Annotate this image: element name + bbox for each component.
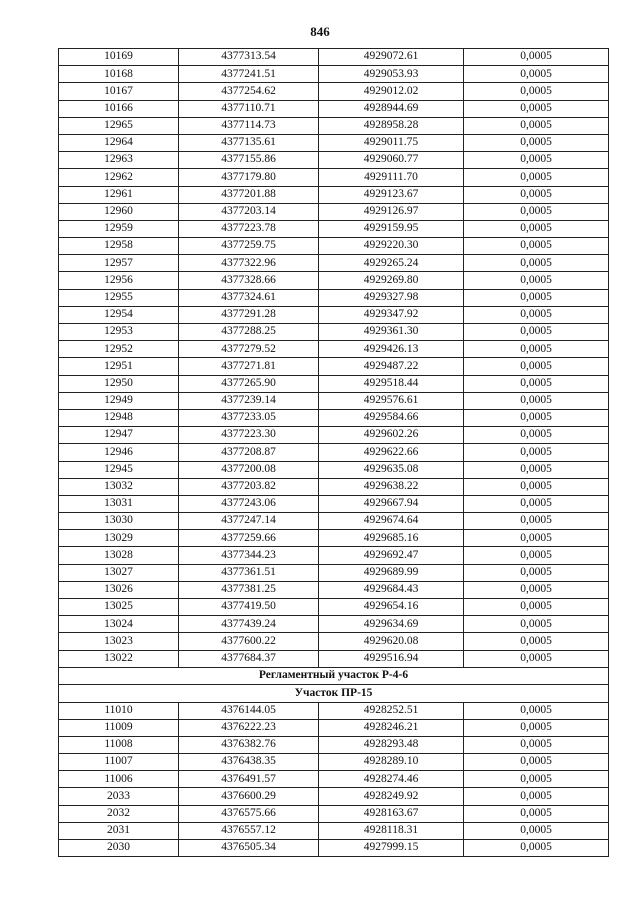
accuracy-cell: 0,0005 — [464, 616, 609, 633]
table-row — [59, 444, 609, 461]
accuracy-cell: 0,0005 — [464, 66, 609, 83]
table-row — [59, 736, 609, 753]
x-coordinate-cell: 4377247.14 — [179, 513, 319, 530]
x-coordinate-cell: 4377233.05 — [179, 409, 319, 426]
table-row — [59, 341, 609, 358]
point-number-cell: 13024 — [59, 616, 179, 633]
point-number-cell: 11010 — [59, 702, 179, 719]
point-number-cell: 12953 — [59, 324, 179, 341]
y-coordinate-cell: 4929265.24 — [319, 255, 464, 272]
y-coordinate-cell: 4929072.61 — [319, 49, 464, 66]
x-coordinate-cell: 4377201.88 — [179, 186, 319, 203]
x-coordinate-cell: 4377324.61 — [179, 289, 319, 306]
accuracy-cell: 0,0005 — [464, 840, 609, 857]
table-row — [59, 805, 609, 822]
point-number-cell: 11007 — [59, 754, 179, 771]
y-coordinate-cell: 4929123.67 — [319, 186, 464, 203]
y-coordinate-cell: 4929426.13 — [319, 341, 464, 358]
y-coordinate-cell: 4929220.30 — [319, 238, 464, 255]
x-coordinate-cell: 4377361.51 — [179, 564, 319, 581]
x-coordinate-cell: 4376575.66 — [179, 805, 319, 822]
table-row — [59, 478, 609, 495]
y-coordinate-cell: 4929689.99 — [319, 564, 464, 581]
point-number-cell: 13025 — [59, 599, 179, 616]
table-row — [59, 564, 609, 581]
accuracy-cell: 0,0005 — [464, 289, 609, 306]
point-number-cell: 2031 — [59, 822, 179, 839]
x-coordinate-cell: 4377203.14 — [179, 203, 319, 220]
x-coordinate-cell: 4377328.66 — [179, 272, 319, 289]
point-number-cell: 12957 — [59, 255, 179, 272]
x-coordinate-cell: 4377223.30 — [179, 427, 319, 444]
point-number-cell: 11009 — [59, 719, 179, 736]
table-row — [59, 203, 609, 220]
table-row — [59, 788, 609, 805]
y-coordinate-cell: 4929622.66 — [319, 444, 464, 461]
table-row — [59, 822, 609, 839]
point-number-cell: 12945 — [59, 461, 179, 478]
y-coordinate-cell: 4928274.46 — [319, 771, 464, 788]
y-coordinate-cell: 4929667.94 — [319, 495, 464, 512]
x-coordinate-cell: 4376382.76 — [179, 736, 319, 753]
x-coordinate-cell: 4376557.12 — [179, 822, 319, 839]
accuracy-cell: 0,0005 — [464, 117, 609, 134]
table-row — [59, 840, 609, 857]
point-number-cell: 12963 — [59, 152, 179, 169]
accuracy-cell: 0,0005 — [464, 650, 609, 667]
y-coordinate-cell: 4927999.15 — [319, 840, 464, 857]
accuracy-cell: 0,0005 — [464, 375, 609, 392]
accuracy-cell: 0,0005 — [464, 186, 609, 203]
y-coordinate-cell: 4929638.22 — [319, 478, 464, 495]
accuracy-cell: 0,0005 — [464, 100, 609, 117]
x-coordinate-cell: 4377322.96 — [179, 255, 319, 272]
y-coordinate-cell: 4928249.92 — [319, 788, 464, 805]
x-coordinate-cell: 4377439.24 — [179, 616, 319, 633]
x-coordinate-cell: 4377288.25 — [179, 324, 319, 341]
y-coordinate-cell: 4929012.02 — [319, 83, 464, 100]
table-row — [59, 427, 609, 444]
y-coordinate-cell: 4929620.08 — [319, 633, 464, 650]
point-number-cell: 12950 — [59, 375, 179, 392]
accuracy-cell: 0,0005 — [464, 324, 609, 341]
accuracy-cell: 0,0005 — [464, 341, 609, 358]
table-row — [59, 719, 609, 736]
table-row — [59, 255, 609, 272]
y-coordinate-cell: 4929685.16 — [319, 530, 464, 547]
table-row — [59, 513, 609, 530]
coordinates-table — [58, 48, 609, 857]
x-coordinate-cell: 4377271.81 — [179, 358, 319, 375]
x-coordinate-cell: 4377208.87 — [179, 444, 319, 461]
table-row — [59, 220, 609, 237]
x-coordinate-cell: 4377203.82 — [179, 478, 319, 495]
point-number-cell: 12946 — [59, 444, 179, 461]
point-number-cell: 12949 — [59, 392, 179, 409]
accuracy-cell: 0,0005 — [464, 530, 609, 547]
accuracy-cell: 0,0005 — [464, 478, 609, 495]
table-row — [59, 289, 609, 306]
accuracy-cell: 0,0005 — [464, 83, 609, 100]
accuracy-cell: 0,0005 — [464, 702, 609, 719]
accuracy-cell: 0,0005 — [464, 134, 609, 151]
point-number-cell: 10168 — [59, 66, 179, 83]
y-coordinate-cell: 4929634.69 — [319, 616, 464, 633]
point-number-cell: 12965 — [59, 117, 179, 134]
table-row — [59, 83, 609, 100]
accuracy-cell: 0,0005 — [464, 169, 609, 186]
x-coordinate-cell: 4377313.54 — [179, 49, 319, 66]
point-number-cell: 10166 — [59, 100, 179, 117]
y-coordinate-cell: 4929126.97 — [319, 203, 464, 220]
x-coordinate-cell: 4377114.73 — [179, 117, 319, 134]
y-coordinate-cell: 4929654.16 — [319, 599, 464, 616]
accuracy-cell: 0,0005 — [464, 736, 609, 753]
y-coordinate-cell: 4929584.66 — [319, 409, 464, 426]
table-row — [59, 66, 609, 83]
table-row — [59, 117, 609, 134]
y-coordinate-cell: 4929487.22 — [319, 358, 464, 375]
table-row — [59, 650, 609, 667]
y-coordinate-cell: 4929684.43 — [319, 581, 464, 598]
x-coordinate-cell: 4376505.34 — [179, 840, 319, 857]
point-number-cell: 2032 — [59, 805, 179, 822]
x-coordinate-cell: 4377241.51 — [179, 66, 319, 83]
accuracy-cell: 0,0005 — [464, 220, 609, 237]
section-heading-row — [59, 685, 609, 702]
x-coordinate-cell: 4377381.25 — [179, 581, 319, 598]
table-row — [59, 581, 609, 598]
x-coordinate-cell: 4377259.75 — [179, 238, 319, 255]
table-row — [59, 392, 609, 409]
x-coordinate-cell: 4377135.61 — [179, 134, 319, 151]
x-coordinate-cell: 4377291.28 — [179, 306, 319, 323]
y-coordinate-cell: 4929692.47 — [319, 547, 464, 564]
y-coordinate-cell: 4928289.10 — [319, 754, 464, 771]
point-number-cell: 11006 — [59, 771, 179, 788]
point-number-cell: 10167 — [59, 83, 179, 100]
accuracy-cell: 0,0005 — [464, 409, 609, 426]
table-row — [59, 272, 609, 289]
y-coordinate-cell: 4929518.44 — [319, 375, 464, 392]
x-coordinate-cell: 4376438.35 — [179, 754, 319, 771]
table-row — [59, 461, 609, 478]
accuracy-cell: 0,0005 — [464, 306, 609, 323]
table-row — [59, 547, 609, 564]
page-number: 846 — [310, 24, 330, 39]
x-coordinate-cell: 4377344.23 — [179, 547, 319, 564]
y-coordinate-cell: 4928958.28 — [319, 117, 464, 134]
point-number-cell: 13027 — [59, 564, 179, 581]
x-coordinate-cell: 4377223.78 — [179, 220, 319, 237]
point-number-cell: 12948 — [59, 409, 179, 426]
point-number-cell: 12964 — [59, 134, 179, 151]
x-coordinate-cell: 4376222.23 — [179, 719, 319, 736]
accuracy-cell: 0,0005 — [464, 599, 609, 616]
x-coordinate-cell: 4376144.05 — [179, 702, 319, 719]
y-coordinate-cell: 4928163.67 — [319, 805, 464, 822]
point-number-cell: 12960 — [59, 203, 179, 220]
table-row — [59, 375, 609, 392]
accuracy-cell: 0,0005 — [464, 49, 609, 66]
point-number-cell: 2030 — [59, 840, 179, 857]
y-coordinate-cell: 4929576.61 — [319, 392, 464, 409]
table-row — [59, 134, 609, 151]
y-coordinate-cell: 4928246.21 — [319, 719, 464, 736]
y-coordinate-cell: 4929602.26 — [319, 427, 464, 444]
table-row — [59, 495, 609, 512]
point-number-cell: 13022 — [59, 650, 179, 667]
accuracy-cell: 0,0005 — [464, 754, 609, 771]
x-coordinate-cell: 4376491.57 — [179, 771, 319, 788]
point-number-cell: 13026 — [59, 581, 179, 598]
x-coordinate-cell: 4377265.90 — [179, 375, 319, 392]
table-row — [59, 616, 609, 633]
point-number-cell: 12958 — [59, 238, 179, 255]
point-number-cell: 12947 — [59, 427, 179, 444]
table-row — [59, 152, 609, 169]
accuracy-cell: 0,0005 — [464, 444, 609, 461]
section-heading: Регламентный участок Р-4-6 — [59, 667, 609, 684]
section-heading: Участок ПР-15 — [59, 685, 609, 702]
accuracy-cell: 0,0005 — [464, 822, 609, 839]
table-row — [59, 100, 609, 117]
point-number-cell: 13028 — [59, 547, 179, 564]
accuracy-cell: 0,0005 — [464, 719, 609, 736]
y-coordinate-cell: 4929635.08 — [319, 461, 464, 478]
accuracy-cell: 0,0005 — [464, 495, 609, 512]
x-coordinate-cell: 4377179.80 — [179, 169, 319, 186]
accuracy-cell: 0,0005 — [464, 633, 609, 650]
table-row — [59, 599, 609, 616]
accuracy-cell: 0,0005 — [464, 547, 609, 564]
point-number-cell: 12952 — [59, 341, 179, 358]
point-number-cell: 12961 — [59, 186, 179, 203]
x-coordinate-cell: 4377155.86 — [179, 152, 319, 169]
y-coordinate-cell: 4929111.70 — [319, 169, 464, 186]
section-heading-row — [59, 667, 609, 684]
x-coordinate-cell: 4377239.14 — [179, 392, 319, 409]
y-coordinate-cell: 4929159.95 — [319, 220, 464, 237]
y-coordinate-cell: 4929053.93 — [319, 66, 464, 83]
accuracy-cell: 0,0005 — [464, 805, 609, 822]
accuracy-cell: 0,0005 — [464, 513, 609, 530]
table-row — [59, 409, 609, 426]
point-number-cell: 13030 — [59, 513, 179, 530]
accuracy-cell: 0,0005 — [464, 788, 609, 805]
table-row — [59, 186, 609, 203]
x-coordinate-cell: 4377419.50 — [179, 599, 319, 616]
accuracy-cell: 0,0005 — [464, 238, 609, 255]
table-row — [59, 358, 609, 375]
accuracy-cell: 0,0005 — [464, 255, 609, 272]
coordinates-table-body — [59, 49, 609, 857]
y-coordinate-cell: 4928252.51 — [319, 702, 464, 719]
x-coordinate-cell: 4377684.37 — [179, 650, 319, 667]
table-row — [59, 324, 609, 341]
table-row — [59, 306, 609, 323]
accuracy-cell: 0,0005 — [464, 358, 609, 375]
accuracy-cell: 0,0005 — [464, 564, 609, 581]
y-coordinate-cell: 4929347.92 — [319, 306, 464, 323]
accuracy-cell: 0,0005 — [464, 461, 609, 478]
x-coordinate-cell: 4377279.52 — [179, 341, 319, 358]
table-row — [59, 238, 609, 255]
y-coordinate-cell: 4929011.75 — [319, 134, 464, 151]
y-coordinate-cell: 4928944.69 — [319, 100, 464, 117]
table-row — [59, 49, 609, 66]
x-coordinate-cell: 4376600.29 — [179, 788, 319, 805]
y-coordinate-cell: 4929269.80 — [319, 272, 464, 289]
x-coordinate-cell: 4377110.71 — [179, 100, 319, 117]
point-number-cell: 13029 — [59, 530, 179, 547]
y-coordinate-cell: 4928118.31 — [319, 822, 464, 839]
y-coordinate-cell: 4929516.94 — [319, 650, 464, 667]
accuracy-cell: 0,0005 — [464, 771, 609, 788]
x-coordinate-cell: 4377600.22 — [179, 633, 319, 650]
x-coordinate-cell: 4377243.06 — [179, 495, 319, 512]
point-number-cell: 12962 — [59, 169, 179, 186]
y-coordinate-cell: 4928293.48 — [319, 736, 464, 753]
table-row — [59, 754, 609, 771]
point-number-cell: 12956 — [59, 272, 179, 289]
table-row — [59, 633, 609, 650]
x-coordinate-cell: 4377254.62 — [179, 83, 319, 100]
table-row — [59, 702, 609, 719]
x-coordinate-cell: 4377200.08 — [179, 461, 319, 478]
point-number-cell: 12951 — [59, 358, 179, 375]
point-number-cell: 12954 — [59, 306, 179, 323]
y-coordinate-cell: 4929060.77 — [319, 152, 464, 169]
point-number-cell: 2033 — [59, 788, 179, 805]
point-number-cell: 11008 — [59, 736, 179, 753]
point-number-cell: 12959 — [59, 220, 179, 237]
accuracy-cell: 0,0005 — [464, 152, 609, 169]
accuracy-cell: 0,0005 — [464, 272, 609, 289]
point-number-cell: 10169 — [59, 49, 179, 66]
table-row — [59, 771, 609, 788]
point-number-cell: 13031 — [59, 495, 179, 512]
accuracy-cell: 0,0005 — [464, 203, 609, 220]
point-number-cell: 12955 — [59, 289, 179, 306]
y-coordinate-cell: 4929361.30 — [319, 324, 464, 341]
table-row — [59, 530, 609, 547]
accuracy-cell: 0,0005 — [464, 392, 609, 409]
table-row — [59, 169, 609, 186]
accuracy-cell: 0,0005 — [464, 581, 609, 598]
x-coordinate-cell: 4377259.66 — [179, 530, 319, 547]
y-coordinate-cell: 4929327.98 — [319, 289, 464, 306]
point-number-cell: 13032 — [59, 478, 179, 495]
accuracy-cell: 0,0005 — [464, 427, 609, 444]
y-coordinate-cell: 4929674.64 — [319, 513, 464, 530]
point-number-cell: 13023 — [59, 633, 179, 650]
